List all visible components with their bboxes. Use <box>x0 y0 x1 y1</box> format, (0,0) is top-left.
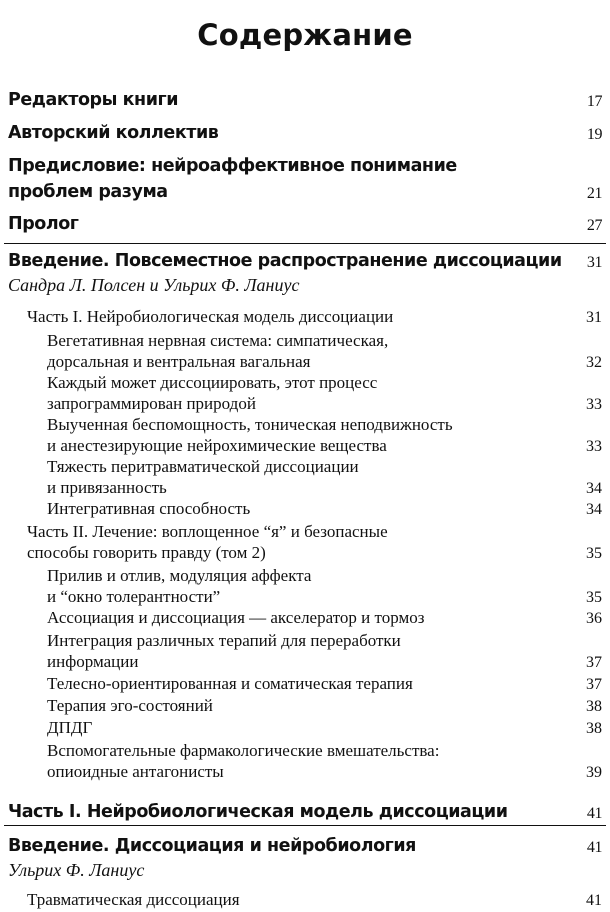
page-number: 37 <box>586 654 602 671</box>
page-number: 35 <box>586 589 602 606</box>
page-number: 34 <box>586 480 602 497</box>
page-number: 36 <box>586 610 602 627</box>
page-number: 17 <box>586 93 602 110</box>
entry-title-line: Интеграция различных терапий для переработки <box>47 631 401 650</box>
page-number: 19 <box>586 126 602 143</box>
toc-entry-peritraumatic[interactable] <box>0 456 610 498</box>
entry-title-line: способы говорить правду (том 2) <box>27 543 266 562</box>
entry-title-line: Выученная беспомощность, тоническая неподвижность <box>47 415 453 434</box>
toc-entry-association[interactable] <box>0 607 610 628</box>
toc-entry-traumatic-dissociation[interactable] <box>0 889 610 910</box>
toc-entry-chapter1[interactable] <box>0 834 610 858</box>
entry-title: Телесно-ориентированная и соматическая терапия <box>47 674 413 693</box>
entry-title-line: Вегетативная нервная система: симпатическая, <box>47 331 389 350</box>
entry-title-line: Прилив и отлив, модуляция аффекта <box>47 566 312 585</box>
toc-entry-authors[interactable] <box>0 121 610 145</box>
entry-title-line: Тяжесть перитравматической диссоциации <box>47 457 359 476</box>
page-number: 31 <box>586 309 602 326</box>
entry-title: Пролог <box>8 214 79 234</box>
page-number: 27 <box>586 217 602 234</box>
page-number: 41 <box>586 839 602 856</box>
part-title: Часть I. Нейробиологическая модель диссоциации <box>8 802 508 822</box>
section-divider <box>4 825 606 826</box>
page-number: 35 <box>586 545 602 562</box>
entry-title: Редакторы книги <box>8 90 179 110</box>
author-names: Ульрих Ф. Ланиус <box>8 860 145 880</box>
toc-entry-emdr[interactable] <box>0 717 610 738</box>
toc-entry-prologue[interactable] <box>0 212 610 236</box>
entry-title: ДПДГ <box>47 718 93 737</box>
page-number: 37 <box>586 676 602 693</box>
page-number: 33 <box>586 438 602 455</box>
toc-entry-somatic-therapy[interactable] <box>0 673 610 694</box>
page-number: 38 <box>586 698 602 715</box>
entry-title-line: информации <box>47 652 139 671</box>
toc-entry-part2-intro[interactable] <box>0 521 610 563</box>
toc-part1-heading[interactable] <box>0 800 610 824</box>
page-number: 34 <box>586 501 602 518</box>
entry-title: Введение. Диссоциация и нейробиология <box>8 836 416 856</box>
toc-author-line <box>0 274 610 296</box>
toc-entry-autonomic-system[interactable] <box>0 330 610 372</box>
entry-title-line: и “окно толерантности” <box>47 587 221 606</box>
toc-entry-preface[interactable] <box>0 154 610 204</box>
entry-title: Терапия эго-состояний <box>47 696 213 715</box>
entry-title-line: и привязанность <box>47 478 167 497</box>
page-number: 21 <box>586 185 602 202</box>
toc-entry-editors[interactable] <box>0 88 610 112</box>
toc-entry-integration-therapies[interactable] <box>0 630 610 672</box>
page-number: 41 <box>586 892 602 909</box>
toc-entry-tolerance-window[interactable] <box>0 565 610 607</box>
toc-entry-integrative-capacity[interactable] <box>0 498 610 519</box>
section-divider <box>4 243 606 244</box>
entry-title-line: Предисловие: нейроаффективное понимание <box>8 156 457 176</box>
entry-title-line: запрограммирован природой <box>47 394 256 413</box>
entry-title: Ассоциация и диссоциация — акселератор и тормоз <box>47 608 425 627</box>
toc-author-line <box>0 859 610 881</box>
toc-entry-ego-state[interactable] <box>0 695 610 716</box>
entry-title-line: дорсальная и вентральная вагальная <box>47 352 311 371</box>
page-number: 38 <box>586 720 602 737</box>
entry-title: Часть I. Нейробиологическая модель диссоциации <box>27 307 394 326</box>
entry-title-line: проблем разума <box>8 182 168 202</box>
page-number: 41 <box>586 805 602 822</box>
entry-title-line: опиоидные антагонисты <box>47 762 224 781</box>
toc-entry-introduction[interactable] <box>0 249 610 273</box>
entry-title: Авторский коллектив <box>8 123 219 143</box>
page-number: 32 <box>586 354 602 371</box>
page-number: 39 <box>586 764 602 781</box>
toc-entry-learned-helplessness[interactable] <box>0 414 610 456</box>
page-number: 31 <box>586 254 602 271</box>
entry-title: Введение. Повсеместное распространение диссоциации <box>8 251 562 271</box>
entry-title: Интегративная способность <box>47 499 251 518</box>
toc-entry-pharmacology[interactable] <box>0 740 610 782</box>
page-number: 33 <box>586 396 602 413</box>
entry-title-line: Вспомогательные фармакологические вмешательства: <box>47 741 440 760</box>
toc-entry-part1-intro[interactable] <box>0 306 610 327</box>
toc-entry-everyone-dissociates[interactable] <box>0 372 610 414</box>
entry-title-line: Часть II. Лечение: воплощенное “я” и безопасные <box>27 522 388 541</box>
entry-title: Травматическая диссоциация <box>27 890 240 909</box>
entry-title-line: и анестезирующие нейрохимические вещества <box>47 436 387 455</box>
entry-title-line: Каждый может диссоциировать, этот процесс <box>47 373 378 392</box>
page-title: Содержание <box>197 18 413 52</box>
author-names: Сандра Л. Полсен и Ульрих Ф. Ланиус <box>8 275 300 295</box>
